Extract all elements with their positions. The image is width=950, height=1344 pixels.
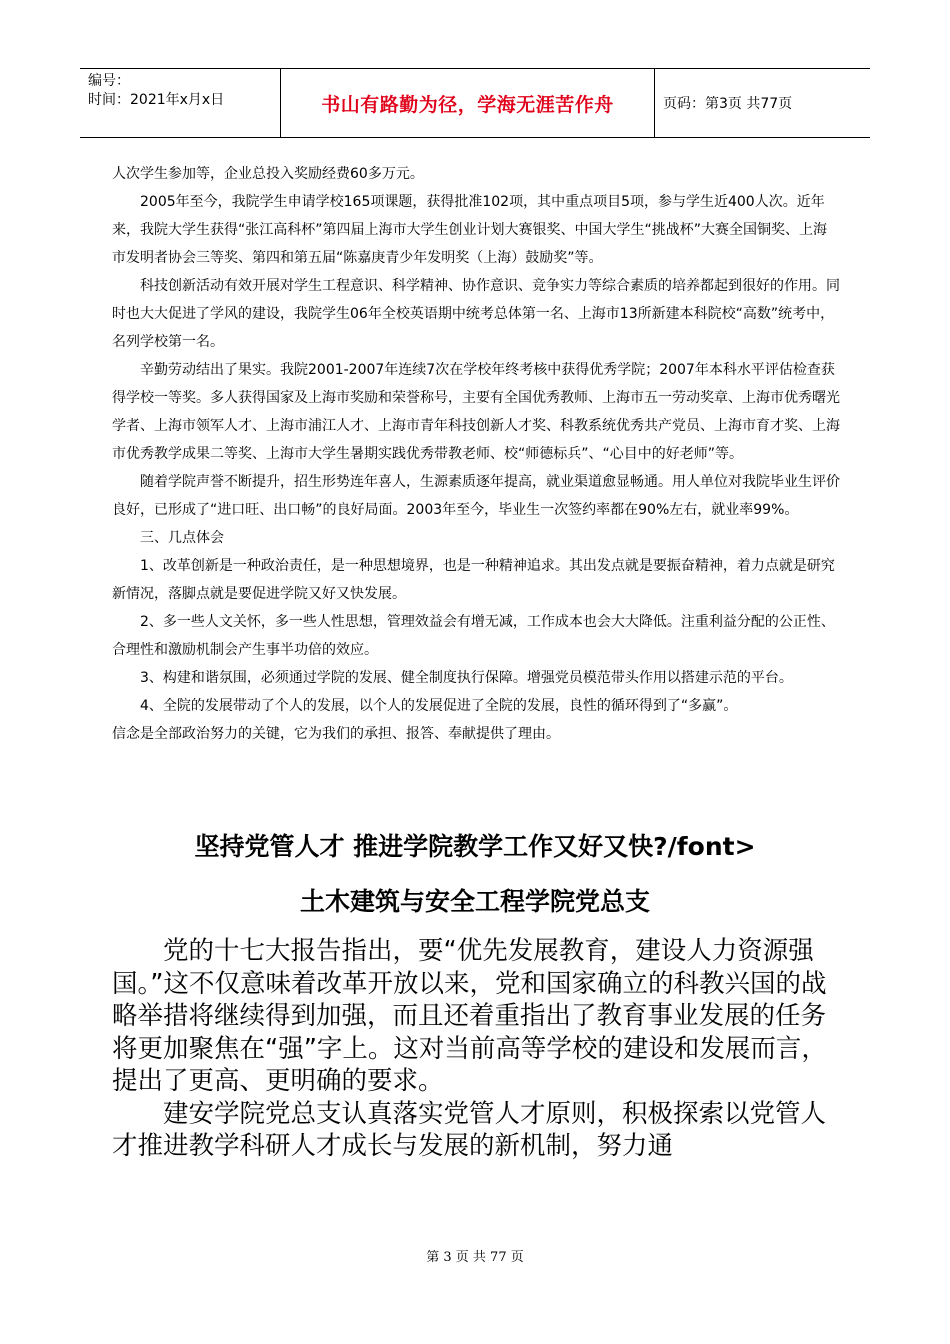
- body-paragraph: 2、多一些人文关怀，多一些人性思想，管理效益会有增无减，工作成本也会大大降低。注重利益分配的公正性、合理性和激励机制会产生事半功倍的效应。: [112, 614, 835, 658]
- body-paragraph: 科技创新活动有效开展对学生工程意识、科学精神、协作意识、竞争实力等综合素质的培养都起到很好的作用。同时也大大促进了学风的建设，我院学生06年全校英语期中统考总体第一名、上海市13所新建本科院校“高数”统考中，名列学校第一名。: [112, 278, 840, 350]
- body-paragraph: 4、全院的发展带动了个人的发展，以个人的发展促进了全院的发展，良性的循环得到了“多赢”。: [140, 698, 738, 714]
- header-motto: 书山有路勤为径，学海无涯苦作舟: [321, 93, 614, 116]
- page-header: [80, 68, 870, 138]
- body-paragraph: 辛勤劳动结出了果实。我院2001-2007年连续7次在学校年终考核中获得优秀学院；2007年本科水平评估检查获得学校一等奖。多人获得国家及上海市奖励和荣誉称号，主要有全国优秀教师、上海市五一劳动奖章、上海市优秀曙光学者、上海市领军人才、上海市浦江人才、上海市青年科技创新人才奖、科教系统优秀共产党员、上海市育才奖、上海市优秀教学成果二等奖、上海市大学生暑期实践优秀带教老师、校“师德标兵”、“心目中的好老师”等。: [112, 362, 840, 462]
- body-paragraph: 随着学院声誉不断提升，招生形势连年喜人，生源素质逐年提高，就业渠道愈显畅通。用人单位对我院毕业生评价良好，已形成了“进口旺、出口畅”的良好局面。2003年至今，毕业生一次签约率都在90%左右，就业率99%。: [112, 474, 840, 518]
- body-paragraph: 人次学生参加等，企业总投入奖励经费60多万元。: [112, 166, 424, 182]
- header-page-info-cell: [655, 69, 870, 137]
- body-paragraph: 3、构建和谐氛围，必须通过学院的发展、健全制度执行保障。增强党员模范带头作用以搭建示范的平台。: [140, 670, 793, 686]
- body-paragraph: 信念是全部政治努力的关键，它为我们的承担、报答、奉献提供了理由。: [112, 726, 560, 742]
- article-subtitle: 土木建筑与安全工程学院党总支: [299, 887, 650, 916]
- body-text: [112, 160, 840, 748]
- header-page-info: 页码：第3页 共77页: [663, 96, 793, 112]
- section-heading: 三、几点体会: [140, 530, 224, 546]
- document-time-label: 时间：2021年x月x日: [88, 92, 225, 108]
- body-paragraph: 2005年至今，我院学生申请学校165项课题，获得批准102项，其中重点项目5项，参与学生近400人次。近年来，我院大学生获得“张江高科杯”第四届上海市大学生创业计划大赛银奖、中国大学生“挑战杯”大赛全国铜奖、上海市发明者协会三等奖、第四和第五届“陈嘉庚青少年发明奖（上海）鼓励奖”等。: [112, 194, 828, 266]
- article-body: [112, 935, 842, 1163]
- header-meta: [80, 69, 281, 137]
- page-footer: 第 3 页 共 77 页: [426, 1250, 524, 1265]
- document-number-label: 编号：: [88, 73, 130, 89]
- article-title: 坚持党管人才 推进学院教学工作又好又快?/font>: [194, 832, 756, 861]
- article-paragraph: 党的十七大报告指出，要“优先发展教育，建设人力资源强国。”这不仅意味着改革开放以来，党和国家确立的科教兴国的战略举措将继续得到加强，而且还着重指出了教育事业发展的任务将更加聚焦在“强”字上。这对当前高等学校的建设和发展而言，提出了更高、更明确的要求。: [112, 936, 827, 1096]
- body-paragraph: 1、改革创新是一种政治责任，是一种思想境界，也是一种精神追求。其出发点就是要振奋精神，着力点就是研究新情况，落脚点就是要促进学院又好又快发展。: [112, 558, 835, 602]
- header-motto-cell: [281, 69, 655, 137]
- article-paragraph: 建安学院党总支认真落实党管人才原则，积极探索以党管人才推进教学科研人才成长与发展的新机制，努力通: [112, 1098, 827, 1161]
